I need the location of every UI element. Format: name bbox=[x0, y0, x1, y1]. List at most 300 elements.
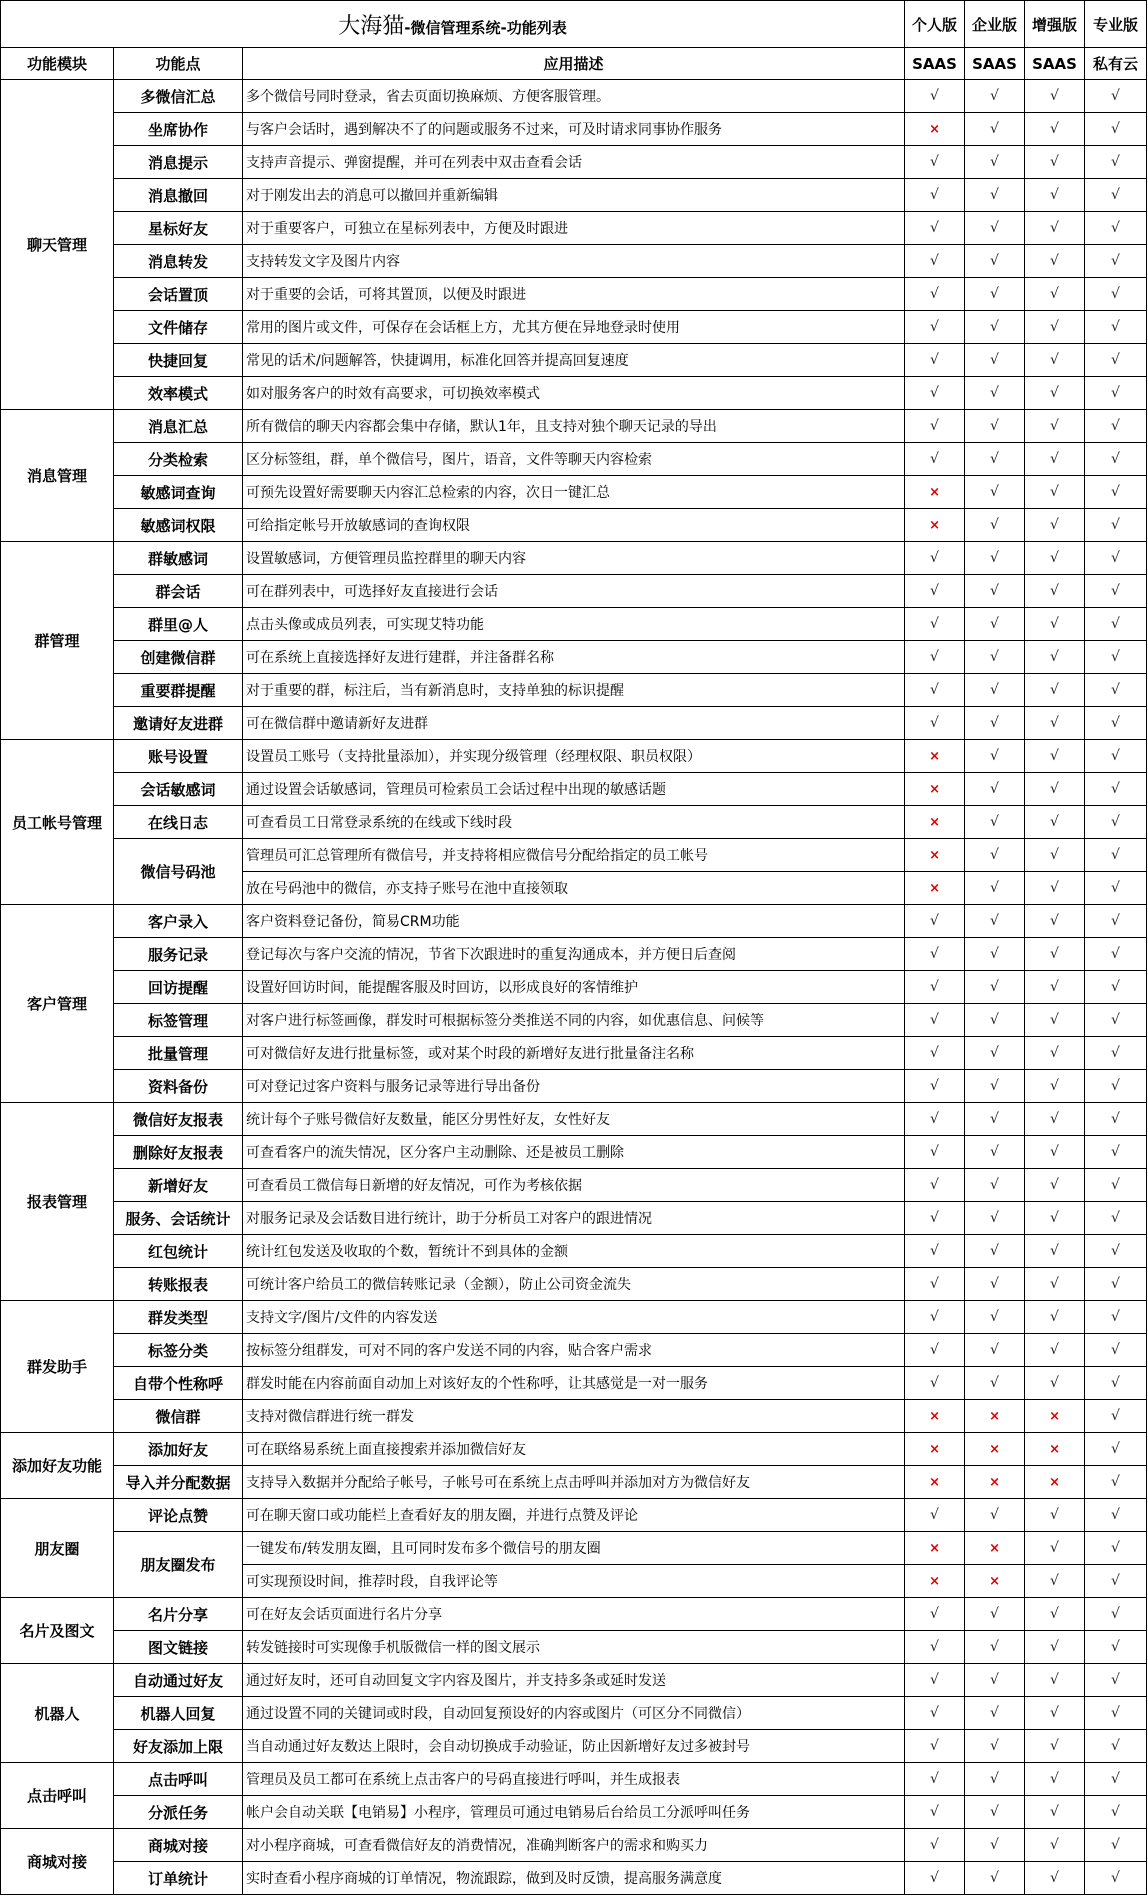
check-icon-enhanced: √ bbox=[1025, 905, 1085, 938]
check-icon-enterprise: √ bbox=[965, 575, 1025, 608]
check-icon-personal: √ bbox=[905, 1829, 965, 1862]
check-icon-enterprise: √ bbox=[965, 278, 1025, 311]
feature-description: 通过设置不同的关键词或时段，自动回复预设好的内容或图片（可区分不同微信） bbox=[243, 1697, 905, 1730]
check-icon-professional: √ bbox=[1085, 1004, 1147, 1037]
cross-icon-enterprise: × bbox=[965, 1400, 1025, 1433]
check-icon-professional: √ bbox=[1085, 674, 1147, 707]
check-icon-personal: √ bbox=[905, 1103, 965, 1136]
check-icon-enhanced: √ bbox=[1025, 443, 1085, 476]
check-icon-enhanced: √ bbox=[1025, 1532, 1085, 1565]
feature-name: 会话置顶 bbox=[114, 278, 243, 311]
feature-name: 自带个性称呼 bbox=[114, 1367, 243, 1400]
check-icon-professional: √ bbox=[1085, 1664, 1147, 1697]
check-icon-professional: √ bbox=[1085, 1829, 1147, 1862]
feature-description: 通过好友时，还可自动回复文字内容及图片，并支持多条或延时发送 bbox=[243, 1664, 905, 1697]
check-icon-professional: √ bbox=[1085, 1862, 1147, 1895]
table-row bbox=[1, 1697, 1147, 1730]
check-icon-personal: √ bbox=[905, 1301, 965, 1334]
check-icon-enterprise: √ bbox=[965, 1796, 1025, 1829]
feature-description: 一键发布/转发朋友圈，且可同时发布多个微信号的朋友圈 bbox=[243, 1532, 905, 1565]
feature-description: 帐户会自动关联【电销易】小程序，管理员可通过电销易后台给员工分派呼叫任务 bbox=[243, 1796, 905, 1829]
check-icon-enterprise: √ bbox=[965, 707, 1025, 740]
check-icon-professional: √ bbox=[1085, 938, 1147, 971]
feature-description: 可给指定帐号开放敏感词的查询权限 bbox=[243, 509, 905, 542]
check-icon-enterprise: √ bbox=[965, 608, 1025, 641]
check-icon-professional: √ bbox=[1085, 443, 1147, 476]
table-row bbox=[1, 311, 1147, 344]
table-row bbox=[1, 80, 1147, 113]
check-icon-enhanced: √ bbox=[1025, 971, 1085, 1004]
table-row bbox=[1, 1730, 1147, 1763]
feature-name: 消息汇总 bbox=[114, 410, 243, 443]
feature-description: 可实现预设时间，推荐时段，自我评论等 bbox=[243, 1565, 905, 1598]
check-icon-professional: √ bbox=[1085, 971, 1147, 1004]
check-icon-enterprise: √ bbox=[965, 1235, 1025, 1268]
check-icon-enterprise: √ bbox=[965, 674, 1025, 707]
table-row bbox=[1, 641, 1147, 674]
check-icon-personal: √ bbox=[905, 311, 965, 344]
feature-name: 在线日志 bbox=[114, 806, 243, 839]
edition-professional: 专业版 bbox=[1085, 1, 1147, 48]
table-row bbox=[1, 1664, 1147, 1697]
check-icon-personal: √ bbox=[905, 245, 965, 278]
check-icon-enterprise: √ bbox=[965, 80, 1025, 113]
header-feature: 功能点 bbox=[114, 48, 243, 80]
check-icon-personal: √ bbox=[905, 443, 965, 476]
cross-icon-enterprise: × bbox=[965, 1466, 1025, 1499]
check-icon-enhanced: √ bbox=[1025, 1796, 1085, 1829]
table-row bbox=[1, 179, 1147, 212]
check-icon-enterprise: √ bbox=[965, 971, 1025, 1004]
check-icon-professional: √ bbox=[1085, 1136, 1147, 1169]
feature-description: 统计每个子账号微信好友数量，能区分男性好友，女性好友 bbox=[243, 1103, 905, 1136]
table-row bbox=[1, 1070, 1147, 1103]
check-icon-enterprise: √ bbox=[965, 113, 1025, 146]
feature-description: 管理员及员工都可在系统上点击客户的号码直接进行呼叫，并生成报表 bbox=[243, 1763, 905, 1796]
edition-personal: 个人版 bbox=[905, 1, 965, 48]
check-icon-enhanced: √ bbox=[1025, 1235, 1085, 1268]
table-row bbox=[1, 1301, 1147, 1334]
feature-description: 所有微信的聊天内容都会集中存储，默认1年，且支持对独个聊天记录的导出 bbox=[243, 410, 905, 443]
feature-name: 敏感词查询 bbox=[114, 476, 243, 509]
check-icon-personal: √ bbox=[905, 1136, 965, 1169]
module-name: 添加好友功能 bbox=[1, 1433, 114, 1499]
check-icon-enterprise: √ bbox=[965, 1004, 1025, 1037]
check-icon-enterprise: √ bbox=[965, 1334, 1025, 1367]
check-icon-professional: √ bbox=[1085, 377, 1147, 410]
check-icon-professional: √ bbox=[1085, 1202, 1147, 1235]
feature-name: 点击呼叫 bbox=[114, 1763, 243, 1796]
cross-icon-personal: × bbox=[905, 740, 965, 773]
check-icon-personal: √ bbox=[905, 212, 965, 245]
check-icon-professional: √ bbox=[1085, 245, 1147, 278]
check-icon-personal: √ bbox=[905, 344, 965, 377]
check-icon-personal: √ bbox=[905, 1334, 965, 1367]
feature-name: 资料备份 bbox=[114, 1070, 243, 1103]
check-icon-enhanced: √ bbox=[1025, 674, 1085, 707]
check-icon-enhanced: √ bbox=[1025, 1763, 1085, 1796]
check-icon-enhanced: √ bbox=[1025, 1037, 1085, 1070]
check-icon-professional: √ bbox=[1085, 575, 1147, 608]
check-icon-enterprise: √ bbox=[965, 410, 1025, 443]
table-row bbox=[1, 1202, 1147, 1235]
feature-description: 统计红包发送及收取的个数，暂统计不到具体的金额 bbox=[243, 1235, 905, 1268]
feature-description: 可在联络易系统上面直接搜索并添加微信好友 bbox=[243, 1433, 905, 1466]
header-desc: 应用描述 bbox=[243, 48, 905, 80]
table-row bbox=[1, 1169, 1147, 1202]
check-icon-enhanced: √ bbox=[1025, 1697, 1085, 1730]
check-icon-personal: √ bbox=[905, 410, 965, 443]
table-row bbox=[1, 344, 1147, 377]
feature-name: 服务记录 bbox=[114, 938, 243, 971]
check-icon-enterprise: √ bbox=[965, 509, 1025, 542]
cross-icon-personal: × bbox=[905, 509, 965, 542]
check-icon-enhanced: √ bbox=[1025, 806, 1085, 839]
table-body bbox=[1, 80, 1147, 1895]
check-icon-enterprise: √ bbox=[965, 443, 1025, 476]
table-row bbox=[1, 1235, 1147, 1268]
table-row bbox=[1, 278, 1147, 311]
check-icon-personal: √ bbox=[905, 377, 965, 410]
check-icon-professional: √ bbox=[1085, 344, 1147, 377]
check-icon-professional: √ bbox=[1085, 542, 1147, 575]
feature-description: 支持转发文字及图片内容 bbox=[243, 245, 905, 278]
table-row bbox=[1, 575, 1147, 608]
cross-icon-personal: × bbox=[905, 476, 965, 509]
table-row bbox=[1, 1268, 1147, 1301]
cross-icon-personal: × bbox=[905, 1400, 965, 1433]
feature-description: 群发时能在内容前面自动加上对该好友的个性称呼，让其感觉是一对一服务 bbox=[243, 1367, 905, 1400]
feature-name: 标签分类 bbox=[114, 1334, 243, 1367]
cross-icon-enhanced: × bbox=[1025, 1466, 1085, 1499]
title-row bbox=[1, 1, 1147, 48]
check-icon-personal: √ bbox=[905, 1169, 965, 1202]
table-row bbox=[1, 1763, 1147, 1796]
cross-icon-enhanced: × bbox=[1025, 1400, 1085, 1433]
feature-description: 可在聊天窗口或功能栏上查看好友的朋友圈，并进行点赞及评论 bbox=[243, 1499, 905, 1532]
check-icon-personal: √ bbox=[905, 1202, 965, 1235]
table-row bbox=[1, 839, 1147, 872]
check-icon-professional: √ bbox=[1085, 1400, 1147, 1433]
table-row bbox=[1, 1631, 1147, 1664]
check-icon-enterprise: √ bbox=[965, 1697, 1025, 1730]
header-plan-personal: SAAS bbox=[905, 48, 965, 80]
feature-name: 导入并分配数据 bbox=[114, 1466, 243, 1499]
check-icon-enterprise: √ bbox=[965, 806, 1025, 839]
check-icon-enterprise: √ bbox=[965, 905, 1025, 938]
module-name: 点击呼叫 bbox=[1, 1763, 114, 1829]
cross-icon-personal: × bbox=[905, 113, 965, 146]
check-icon-enterprise: √ bbox=[965, 1631, 1025, 1664]
feature-description: 对小程序商城，可查看微信好友的消费情况，准确判断客户的需求和购买力 bbox=[243, 1829, 905, 1862]
feature-description: 客户资料登记备份，简易CRM功能 bbox=[243, 905, 905, 938]
feature-description: 点击头像或成员列表，可实现艾特功能 bbox=[243, 608, 905, 641]
feature-name: 分派任务 bbox=[114, 1796, 243, 1829]
module-name: 朋友圈 bbox=[1, 1499, 114, 1598]
check-icon-enhanced: √ bbox=[1025, 344, 1085, 377]
check-icon-personal: √ bbox=[905, 905, 965, 938]
check-icon-enhanced: √ bbox=[1025, 1598, 1085, 1631]
module-name: 机器人 bbox=[1, 1664, 114, 1763]
check-icon-professional: √ bbox=[1085, 1367, 1147, 1400]
check-icon-enterprise: √ bbox=[965, 740, 1025, 773]
feature-name: 服务、会话统计 bbox=[114, 1202, 243, 1235]
module-name: 名片及图文 bbox=[1, 1598, 114, 1664]
check-icon-enterprise: √ bbox=[965, 872, 1025, 905]
check-icon-professional: √ bbox=[1085, 905, 1147, 938]
feature-name: 消息提示 bbox=[114, 146, 243, 179]
feature-name: 快捷回复 bbox=[114, 344, 243, 377]
check-icon-enhanced: √ bbox=[1025, 1103, 1085, 1136]
feature-name: 消息转发 bbox=[114, 245, 243, 278]
check-icon-enhanced: √ bbox=[1025, 1631, 1085, 1664]
check-icon-professional: √ bbox=[1085, 146, 1147, 179]
check-icon-professional: √ bbox=[1085, 1730, 1147, 1763]
feature-description: 支持对微信群进行统一群发 bbox=[243, 1400, 905, 1433]
check-icon-professional: √ bbox=[1085, 608, 1147, 641]
table-row bbox=[1, 410, 1147, 443]
check-icon-enterprise: √ bbox=[965, 245, 1025, 278]
check-icon-personal: √ bbox=[905, 707, 965, 740]
check-icon-personal: √ bbox=[905, 146, 965, 179]
feature-name: 多微信汇总 bbox=[114, 80, 243, 113]
header-plan-professional: 私有云 bbox=[1085, 48, 1147, 80]
check-icon-enhanced: √ bbox=[1025, 1334, 1085, 1367]
feature-description: 转发链接时可实现像手机版微信一样的图文展示 bbox=[243, 1631, 905, 1664]
cross-icon-enterprise: × bbox=[965, 1532, 1025, 1565]
check-icon-enterprise: √ bbox=[965, 1763, 1025, 1796]
check-icon-professional: √ bbox=[1085, 740, 1147, 773]
table-row bbox=[1, 905, 1147, 938]
module-name: 客户管理 bbox=[1, 905, 114, 1103]
check-icon-professional: √ bbox=[1085, 80, 1147, 113]
check-icon-personal: √ bbox=[905, 1037, 965, 1070]
check-icon-enterprise: √ bbox=[965, 311, 1025, 344]
check-icon-professional: √ bbox=[1085, 311, 1147, 344]
check-icon-personal: √ bbox=[905, 641, 965, 674]
check-icon-enhanced: √ bbox=[1025, 740, 1085, 773]
check-icon-enhanced: √ bbox=[1025, 542, 1085, 575]
check-icon-professional: √ bbox=[1085, 839, 1147, 872]
check-icon-personal: √ bbox=[905, 1862, 965, 1895]
check-icon-enterprise: √ bbox=[965, 542, 1025, 575]
feature-description: 多个微信号同时登录，省去页面切换麻烦、方便客服管理。 bbox=[243, 80, 905, 113]
table-row bbox=[1, 1103, 1147, 1136]
table-row bbox=[1, 674, 1147, 707]
check-icon-enhanced: √ bbox=[1025, 146, 1085, 179]
check-icon-enhanced: √ bbox=[1025, 1169, 1085, 1202]
check-icon-enhanced: √ bbox=[1025, 1070, 1085, 1103]
check-icon-enterprise: √ bbox=[965, 1202, 1025, 1235]
check-icon-professional: √ bbox=[1085, 1103, 1147, 1136]
feature-name: 商城对接 bbox=[114, 1829, 243, 1862]
check-icon-professional: √ bbox=[1085, 113, 1147, 146]
feature-name: 微信号码池 bbox=[114, 839, 243, 905]
module-name: 报表管理 bbox=[1, 1103, 114, 1301]
feature-name: 账号设置 bbox=[114, 740, 243, 773]
feature-name: 微信群 bbox=[114, 1400, 243, 1433]
edition-enhanced: 增强版 bbox=[1025, 1, 1085, 48]
cross-icon-enterprise: × bbox=[965, 1565, 1025, 1598]
check-icon-enterprise: √ bbox=[965, 1268, 1025, 1301]
check-icon-enterprise: √ bbox=[965, 476, 1025, 509]
check-icon-personal: √ bbox=[905, 1598, 965, 1631]
check-icon-enterprise: √ bbox=[965, 146, 1025, 179]
check-icon-professional: √ bbox=[1085, 1169, 1147, 1202]
check-icon-enterprise: √ bbox=[965, 1169, 1025, 1202]
feature-description: 可查看客户的流失情况，区分客户主动删除、还是被员工删除 bbox=[243, 1136, 905, 1169]
feature-name: 订单统计 bbox=[114, 1862, 243, 1895]
check-icon-enhanced: √ bbox=[1025, 1367, 1085, 1400]
check-icon-enhanced: √ bbox=[1025, 377, 1085, 410]
check-icon-enhanced: √ bbox=[1025, 113, 1085, 146]
feature-name: 群发类型 bbox=[114, 1301, 243, 1334]
table-row bbox=[1, 1037, 1147, 1070]
check-icon-professional: √ bbox=[1085, 1697, 1147, 1730]
table-row bbox=[1, 1334, 1147, 1367]
check-icon-enhanced: √ bbox=[1025, 1499, 1085, 1532]
check-icon-enhanced: √ bbox=[1025, 608, 1085, 641]
check-icon-professional: √ bbox=[1085, 1070, 1147, 1103]
check-icon-enhanced: √ bbox=[1025, 311, 1085, 344]
cross-icon-personal: × bbox=[905, 839, 965, 872]
table-row bbox=[1, 1829, 1147, 1862]
table-row bbox=[1, 212, 1147, 245]
check-icon-professional: √ bbox=[1085, 707, 1147, 740]
check-icon-professional: √ bbox=[1085, 1532, 1147, 1565]
table-row bbox=[1, 1598, 1147, 1631]
feature-description: 如对服务客户的时效有高要求，可切换效率模式 bbox=[243, 377, 905, 410]
check-icon-enterprise: √ bbox=[965, 1862, 1025, 1895]
feature-name: 转账报表 bbox=[114, 1268, 243, 1301]
check-icon-enterprise: √ bbox=[965, 1367, 1025, 1400]
module-name: 商城对接 bbox=[1, 1829, 114, 1895]
cross-icon-enhanced: × bbox=[1025, 1433, 1085, 1466]
check-icon-enhanced: √ bbox=[1025, 575, 1085, 608]
check-icon-professional: √ bbox=[1085, 1763, 1147, 1796]
check-icon-professional: √ bbox=[1085, 1235, 1147, 1268]
check-icon-enterprise: √ bbox=[965, 1730, 1025, 1763]
feature-name: 新增好友 bbox=[114, 1169, 243, 1202]
header-module: 功能模块 bbox=[1, 48, 114, 80]
feature-name: 名片分享 bbox=[114, 1598, 243, 1631]
table-row bbox=[1, 443, 1147, 476]
check-icon-professional: √ bbox=[1085, 773, 1147, 806]
feature-name: 消息撤回 bbox=[114, 179, 243, 212]
feature-name: 星标好友 bbox=[114, 212, 243, 245]
check-icon-enterprise: √ bbox=[965, 1136, 1025, 1169]
table-row bbox=[1, 476, 1147, 509]
table-row bbox=[1, 1499, 1147, 1532]
feature-description: 常用的图片或文件，可保存在会话框上方，尤其方便在异地登录时使用 bbox=[243, 311, 905, 344]
cross-icon-personal: × bbox=[905, 1565, 965, 1598]
cross-icon-personal: × bbox=[905, 872, 965, 905]
feature-name: 朋友圈发布 bbox=[114, 1532, 243, 1598]
check-icon-professional: √ bbox=[1085, 872, 1147, 905]
check-icon-personal: √ bbox=[905, 1697, 965, 1730]
check-icon-professional: √ bbox=[1085, 641, 1147, 674]
header-plan-enhanced: SAAS bbox=[1025, 48, 1085, 80]
feature-name: 群里@人 bbox=[114, 608, 243, 641]
feature-name: 自动通过好友 bbox=[114, 1664, 243, 1697]
check-icon-enterprise: √ bbox=[965, 1829, 1025, 1862]
feature-description: 实时查看小程序商城的订单情况，物流跟踪，做到及时反馈，提高服务满意度 bbox=[243, 1862, 905, 1895]
feature-description: 对服务记录及会话数目进行统计，助于分析员工对客户的跟进情况 bbox=[243, 1202, 905, 1235]
check-icon-personal: √ bbox=[905, 1664, 965, 1697]
feature-description: 可查看员工日常登录系统的在线或下线时段 bbox=[243, 806, 905, 839]
table-row bbox=[1, 113, 1147, 146]
check-icon-enterprise: √ bbox=[965, 1664, 1025, 1697]
check-icon-enterprise: √ bbox=[965, 1301, 1025, 1334]
feature-description: 设置员工账号（支持批量添加），并实现分级管理（经理权限、职员权限） bbox=[243, 740, 905, 773]
check-icon-personal: √ bbox=[905, 179, 965, 212]
check-icon-enhanced: √ bbox=[1025, 1664, 1085, 1697]
check-icon-enhanced: √ bbox=[1025, 1004, 1085, 1037]
feature-description: 常见的话术/问题解答，快捷调用，标准化回答并提高回复速度 bbox=[243, 344, 905, 377]
check-icon-enhanced: √ bbox=[1025, 1136, 1085, 1169]
check-icon-personal: √ bbox=[905, 938, 965, 971]
table-row bbox=[1, 1433, 1147, 1466]
feature-description: 登记每次与客户交流的情况，节省下次跟进时的重复沟通成本，并方便日后查阅 bbox=[243, 938, 905, 971]
feature-name: 重要群提醒 bbox=[114, 674, 243, 707]
check-icon-professional: √ bbox=[1085, 212, 1147, 245]
check-icon-enhanced: √ bbox=[1025, 1268, 1085, 1301]
check-icon-personal: √ bbox=[905, 674, 965, 707]
feature-name: 回访提醒 bbox=[114, 971, 243, 1004]
check-icon-personal: √ bbox=[905, 542, 965, 575]
check-icon-professional: √ bbox=[1085, 278, 1147, 311]
table-row bbox=[1, 971, 1147, 1004]
feature-name: 微信好友报表 bbox=[114, 1103, 243, 1136]
feature-description: 对客户进行标签画像，群发时可根据标签分类推送不同的内容，如优惠信息、问候等 bbox=[243, 1004, 905, 1037]
check-icon-enterprise: √ bbox=[965, 377, 1025, 410]
cross-icon-personal: × bbox=[905, 806, 965, 839]
check-icon-enterprise: √ bbox=[965, 1499, 1025, 1532]
feature-name: 图文链接 bbox=[114, 1631, 243, 1664]
feature-description: 支持文字/图片/文件的内容发送 bbox=[243, 1301, 905, 1334]
feature-description: 可在微信群中邀请新好友进群 bbox=[243, 707, 905, 740]
check-icon-personal: √ bbox=[905, 1367, 965, 1400]
feature-name: 坐席协作 bbox=[114, 113, 243, 146]
check-icon-enhanced: √ bbox=[1025, 641, 1085, 674]
check-icon-enterprise: √ bbox=[965, 1070, 1025, 1103]
cross-icon-enterprise: × bbox=[965, 1433, 1025, 1466]
feature-description: 按标签分组群发，可对不同的客户发送不同的内容，贴合客户需求 bbox=[243, 1334, 905, 1367]
feature-description: 对于刚发出去的消息可以撤回并重新编辑 bbox=[243, 179, 905, 212]
check-icon-enhanced: √ bbox=[1025, 509, 1085, 542]
cross-icon-personal: × bbox=[905, 1433, 965, 1466]
check-icon-personal: √ bbox=[905, 1631, 965, 1664]
module-name: 员工帐号管理 bbox=[1, 740, 114, 905]
feature-description: 可预先设置好需要聊天内容汇总检索的内容，次日一键汇总 bbox=[243, 476, 905, 509]
feature-name: 效率模式 bbox=[114, 377, 243, 410]
check-icon-enterprise: √ bbox=[965, 1037, 1025, 1070]
feature-name: 删除好友报表 bbox=[114, 1136, 243, 1169]
check-icon-personal: √ bbox=[905, 971, 965, 1004]
check-icon-enterprise: √ bbox=[965, 212, 1025, 245]
feature-description: 设置好回访时间，能提醒客服及时回访，以形成良好的客情维护 bbox=[243, 971, 905, 1004]
check-icon-enhanced: √ bbox=[1025, 278, 1085, 311]
check-icon-personal: √ bbox=[905, 1268, 965, 1301]
check-icon-professional: √ bbox=[1085, 509, 1147, 542]
table-row bbox=[1, 245, 1147, 278]
check-icon-personal: √ bbox=[905, 1004, 965, 1037]
table-row bbox=[1, 509, 1147, 542]
table-row bbox=[1, 773, 1147, 806]
table-row bbox=[1, 938, 1147, 971]
check-icon-enhanced: √ bbox=[1025, 773, 1085, 806]
table-row bbox=[1, 1400, 1147, 1433]
